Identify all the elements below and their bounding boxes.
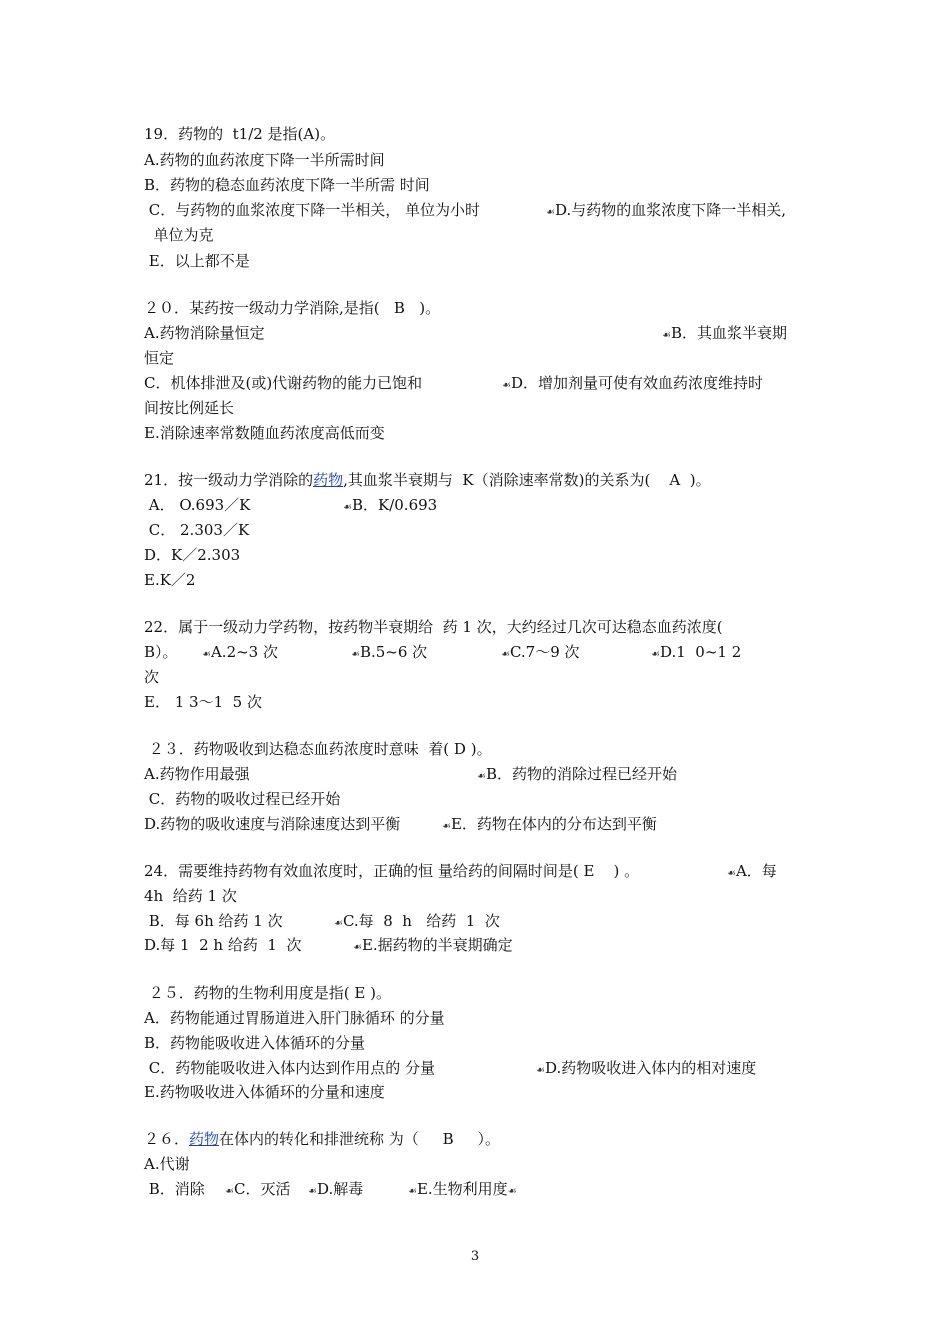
q19-option-a: A.药物的血药浓度下降一半所需时间: [144, 151, 385, 169]
q20-option-b-line: [662, 323, 787, 346]
q20-option-a: A.药物消除量恒定: [144, 324, 265, 342]
q19-option-e: E．以上都不是: [144, 252, 250, 270]
q26-option-d: D.解毒: [316, 1180, 364, 1198]
q26-stem-pre: ２６．: [144, 1130, 190, 1148]
q22-option-c: C.7～9 次: [509, 643, 580, 661]
option-marker-icon: ☙: [225, 1186, 234, 1197]
q20-option-c: C．机体排泄及(或)代谢药物的能力已饱和: [144, 374, 423, 392]
q21-option-b-line: [343, 495, 437, 518]
q24-option-a: A．每: [735, 862, 777, 880]
q22-option-d-line: [651, 642, 741, 665]
option-marker-icon: ☙: [546, 207, 555, 218]
page-number: 3: [470, 1249, 480, 1264]
q26-option-a: A.代谢: [144, 1155, 190, 1173]
q26-option-c-line: [225, 1179, 290, 1202]
q24-option-b: B．每 6h 给药 1 次: [144, 912, 283, 930]
q20-option-d-line: [502, 373, 763, 396]
option-marker-icon: ☙: [408, 1186, 417, 1197]
q22-option-a-line: [202, 642, 278, 665]
q22-option-d-cont: 次: [144, 668, 160, 686]
q24-option-a-line: [727, 861, 777, 884]
q19-option-d-cont: 单位为克: [144, 226, 214, 244]
option-marker-icon: ☙: [501, 649, 510, 660]
q23-option-e-line: [442, 814, 657, 837]
q21-option-b: B．K/0.693: [351, 496, 438, 514]
q23-option-e: E．药物在体内的分布达到平衡: [450, 815, 657, 833]
q19-option-d-line: [546, 200, 786, 223]
q22-option-a: A.2~3 次: [210, 643, 278, 661]
q24-option-d: D.每 1 2 h 给药 1 次: [144, 936, 302, 954]
option-marker-icon: ☙: [651, 649, 660, 660]
q21-stem-post: ,其血浆半衰期与 K（消除速率常数)的关系为( A )。: [343, 471, 711, 489]
q22-option-e: E． 1 3～1 5 次: [144, 693, 262, 711]
option-marker-icon: ☙: [202, 649, 211, 660]
q19-option-c: C．与药物的血浆浓度下降一半相关， 单位为小时: [144, 201, 481, 219]
q26-option-c: C．灭活: [233, 1180, 291, 1198]
q23-option-c: C．药物的吸收过程已经开始: [144, 790, 341, 808]
q24-option-a-cont: 4h 给药 1 次: [144, 887, 237, 905]
q23-option-b-line: [477, 764, 677, 787]
option-marker-icon: ☙: [343, 502, 352, 513]
q20-option-d: D．增加剂量可使有效血药浓度维持时: [510, 374, 763, 392]
q22-answer: B）。: [144, 643, 178, 661]
q21-option-e: E.K／2: [144, 571, 196, 589]
q24-option-c: C.每 8 h 给药 1 次: [342, 912, 500, 930]
q25-option-c: C．药物能吸收进入体内达到作用点的 分量: [144, 1059, 436, 1077]
q23-stem: ２３．药物吸收到达稳态血药浓度时意味 着( D )。: [144, 740, 492, 758]
q26-option-d-line: [308, 1179, 363, 1202]
q25-option-a: A．药物能通过胃肠道进入肝门脉循环 的分量: [144, 1009, 445, 1027]
option-marker-icon: ☙: [351, 649, 360, 660]
q24-option-e: E.据药物的半衰期确定: [361, 936, 513, 954]
option-marker-icon: ☙: [442, 821, 451, 832]
option-marker-icon: ☙: [507, 1186, 517, 1197]
q20-option-b: B．其血浆半衰期: [670, 324, 787, 342]
drug-link[interactable]: 药物: [313, 471, 344, 489]
q20-option-b-cont: 恒定: [144, 349, 175, 367]
q25-stem: ２５．药物的生物利用度是指( E )。: [144, 984, 391, 1002]
drug-link[interactable]: 药物: [189, 1130, 220, 1148]
q24-option-c-line: [334, 911, 500, 934]
q26-stem-post: 在体内的转化和排泄统称 为（ B ）。: [219, 1130, 501, 1148]
q25-option-d-line: [536, 1058, 756, 1081]
option-marker-icon: ☙: [536, 1065, 545, 1076]
q20-stem: ２０．某药按一级动力学消除,是指( B )。: [144, 299, 441, 317]
q19-stem: 19．药物的 t1/2 是指(A)。: [144, 125, 336, 143]
q20-option-e: E.消除速率常数随血药浓度高低而变: [144, 424, 385, 442]
q25-option-b: B．药物能吸收进入体循环的分量: [144, 1034, 366, 1052]
q22-option-d: D.1 0~1 2: [659, 643, 742, 661]
q26-option-e: E.生物利用度: [416, 1180, 508, 1198]
option-marker-icon: ☙: [662, 330, 671, 341]
option-marker-icon: ☙: [477, 771, 486, 782]
option-marker-icon: ☙: [727, 868, 736, 879]
q21-option-d: D．K／2.303: [144, 546, 241, 564]
q26-option-e-line: [408, 1179, 517, 1202]
q21-stem-pre: 21．按一级动力学消除的: [144, 471, 314, 489]
q21-option-c: C． 2.303／K: [144, 521, 250, 539]
option-marker-icon: ☙: [334, 918, 343, 929]
q19-option-b: B．药物的稳态血药浓度下降一半所需 时间: [144, 176, 430, 194]
q24-option-e-line: [353, 935, 513, 958]
q24-stem: 24．需要维持药物有效血浓度时，正确的恒 量给药的间隔时间是( E ) 。: [144, 862, 640, 880]
option-marker-icon: ☙: [502, 380, 511, 391]
q26-stem: [144, 1129, 500, 1149]
option-marker-icon: ☙: [308, 1186, 317, 1197]
option-marker-icon: ☙: [353, 942, 362, 953]
q21-stem: [144, 470, 711, 490]
q26-option-b: B．消除: [144, 1180, 205, 1198]
q22-option-b: B.5~6 次: [359, 643, 428, 661]
q23-option-a: A.药物作用最强: [144, 765, 250, 783]
q25-option-e: E.药物吸收进入体循环的分量和速度: [144, 1083, 385, 1101]
q25-option-d: D.药物吸收进入体内的相对速度: [544, 1059, 757, 1077]
q22-stem: 22．属于一级动力学药物，按药物半衰期给 药 1 次，大约经过几次可达稳态血药浓度(: [144, 618, 723, 636]
q22-option-b-line: [351, 642, 427, 665]
q23-option-b: B．药物的消除过程已经开始: [485, 765, 677, 783]
q20-option-d-cont: 间按比例延长: [144, 399, 235, 417]
q21-option-a: A． O.693／K: [144, 496, 251, 514]
q19-option-d: D.与药物的血浆浓度下降一半相关,: [554, 201, 786, 219]
q23-option-d: D.药物的吸收速度与消除速度达到平衡: [144, 815, 401, 833]
q22-option-c-line: [501, 642, 580, 665]
